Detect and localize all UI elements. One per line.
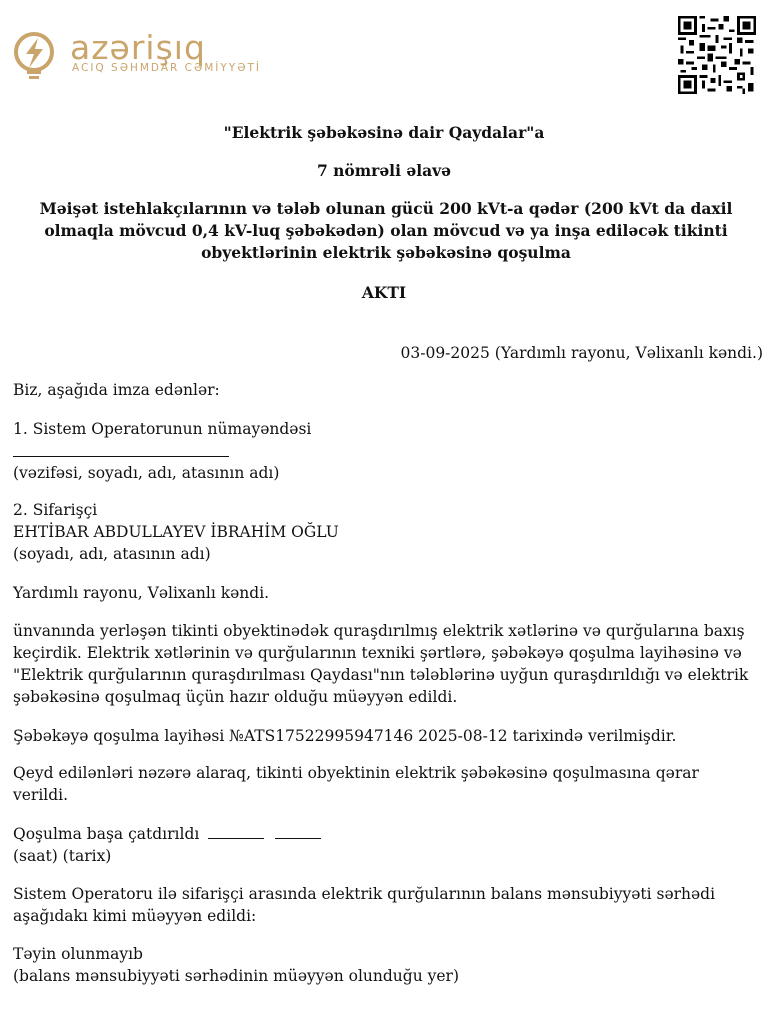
date-place: 03-09-2025 (Yardımlı rayonu, Vəlixanlı kəndi.) [400,344,763,362]
boundary-value: Təyin olunmayıb [13,945,143,963]
rules-title: "Elektrik şəbəkəsinə dair Qaydalar"a [223,123,545,142]
inspection-paragraph: ünvanında yerləşən tikinti obyektinədək quraşdırılmış elektrik xətlərinə və qurğularına baxış keçirdik. Elektrik xətlərinin və qurğularının texniki şərtlərə, şəbəkəyə qoşulma layihəsinə və "Elektrik qurğularının quraşdırılması Qaydası"nın tələblərinə uyğun quraşdırıldığı və elektrik şəbəkəsinə qoşulmaq üçün hazır olduğu müəyyən edildi. [13,622,749,706]
completion-hint: (saat) (tarix) [13,847,112,865]
operator-label: 1. Sistem Operatorunun nümayəndəsi [13,420,312,438]
project-paragraph: Şəbəkəyə qoşulma layihəsi №ATS17522995947146 2025-08-12 tarixində verilmişdir. [13,727,677,745]
lightbulb-logo-icon [12,32,62,82]
logo-wordmark: azərişıq [70,28,206,67]
company-logo [12,28,276,84]
completion-time-blank [208,826,264,839]
operator-hint: (vəzifəsi, soyadı, adı, atasının adı) [13,464,280,482]
customer-hint: (soyadı, adı, atasının adı) [13,545,211,563]
intro-text: Biz, aşağıda imza edənlər: [13,381,220,399]
customer-label: 2. Sifarişçi [13,501,98,519]
appendix-number: 7 nömrəli əlavə [316,161,452,180]
boundary-hint: (balans mənsubiyyəti sərhədinin müəyyən olunduğu yer) [13,967,459,985]
logo-subtitle: ACIQ SƏHMDAR CƏMİYYƏTİ [72,62,261,74]
completion-date-blank [275,826,321,839]
act-heading: AKTI [361,283,407,302]
boundary-paragraph: Sistem Operatoru ilə sifarişçi arasında elektrik qurğularının balans mənsubiyyəti sərhədi aşağıdakı kimi müəyyən edildi: [13,885,716,925]
operator-signature-line [13,441,753,459]
act-subject: Məişət istehlakçılarının və tələb olunan gücü 200 kVt-a qədər (200 kVt da daxil olmaqla mövcud 0,4 kV-luq şəbəkədən) olan mövcud və ya inşa ediləcək tikinti obyektlərinin elektrik şəbəkəsinə qoşulma [39,199,733,262]
customer-name: EHTİBAR ABDULLAYEV İBRAHİM OĞLU [13,523,339,541]
completion-label: Qoşulma başa çatdırıldı [13,825,200,843]
qr-code-icon [678,16,756,94]
decision-paragraph: Qeyd edilənləri nəzərə alaraq, tikinti obyektinin elektrik şəbəkəsinə qoşulmasına qərar verildi. [13,764,699,804]
object-address: Yardımlı rayonu, Vəlixanlı kəndi. [13,584,270,602]
completion-line [13,823,753,845]
